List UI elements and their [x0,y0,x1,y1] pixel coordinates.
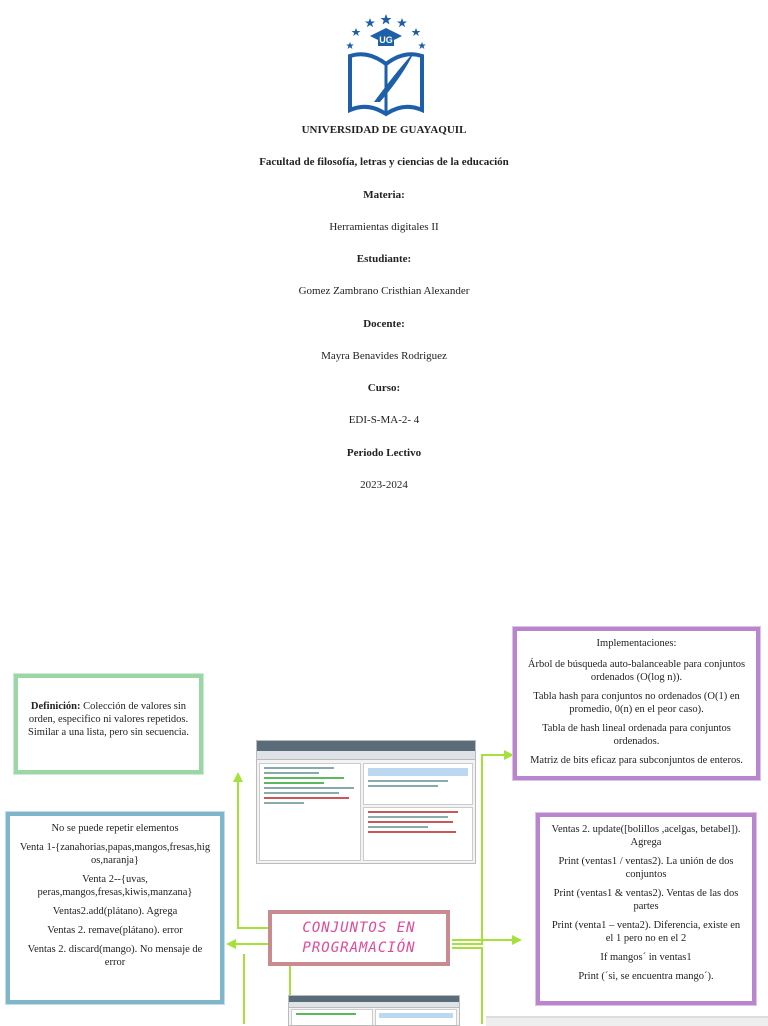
operations-line: Print (venta1 – venta2). Diferencia, existe en el 1 pero no en el 2 [551,920,741,944]
logo-letters: UG [379,35,393,45]
student-label: Estudiante: [356,253,412,265]
implementations-box [513,627,760,780]
operations-box [536,813,756,1005]
definition-label: Definición: [30,701,81,712]
rules-line: No se puede repetir elementos [51,823,179,834]
subject-value: Herramientas digitales II [329,221,439,233]
operations-line: Print (ventas1 / ventas2). La unión de dos conjuntos [558,856,734,880]
faculty-name: Facultad de filosofía, letras y ciencias de la educación [259,156,509,168]
teacher-label: Docente: [363,318,405,330]
rules-line: Ventas 2. discard(mango). No mensaje de error [27,944,203,968]
course-value: EDI-S-MA-2- 4 [348,414,420,426]
teacher-value: Mayra Benavides Rodriguez [321,350,447,362]
period-value: 2023-2024 [360,479,408,491]
rules-line: Venta 2--{uvas, peras,mangos,fresas,kiwis,manzana} [37,874,193,898]
implementations-title: Implementaciones: [596,638,677,649]
rules-line: Ventas 2. remave(plátano). error [47,925,183,936]
operations-line: Ventas 2. update([bolillos ,acelgas, betabel]). Agrega [551,824,741,848]
definition-box [14,674,203,774]
center-title: CONJUNTOS EN PROGRAMACIÓN [268,910,450,966]
implementations-line: Matriz de bits eficaz para subconjuntos de enteros. [530,755,743,766]
rules-box [6,812,224,1004]
partial-box-bottom-right [486,1016,768,1026]
operations-line: Print (ventas1 & ventas2). Ventas de las dos partes [553,888,739,912]
operations-line: Print (´si, se encuentra mango´). [578,971,714,982]
period-label: Periodo Lectivo [346,447,422,459]
definition-text: Colección de valores sin orden, especifico ni valores repetidos. Similar a una lista, pero sin secuencia. [28,701,189,738]
subject-label: Materia: [363,189,405,201]
implementations-line: Tabla de hash lineal ordenada para conjuntos ordenados. [542,723,731,747]
course-label: Curso: [367,382,401,394]
implementations-line: Tabla hash para conjuntos no ordenados (O(1) en promedio, 0(n) en el peor caso). [533,691,740,715]
student-value: Gomez Zambrano Cristhian Alexander [298,285,470,297]
rules-line: Ventas2.add(plátano). Agrega [52,906,178,917]
operations-line: If mangos´ in ventas1 [600,952,692,963]
implementations-line: Árbol de búsqueda auto-balanceable para conjuntos ordenados (O(log n)). [527,659,746,683]
code-screenshot-2 [288,995,460,1026]
university-name: UNIVERSIDAD DE GUAYAQUIL [301,124,467,136]
rules-line: Venta 1-{zanahorias,papas,mangos,fresas,higos,naranja} [19,842,211,866]
code-screenshot-1 [256,740,476,864]
